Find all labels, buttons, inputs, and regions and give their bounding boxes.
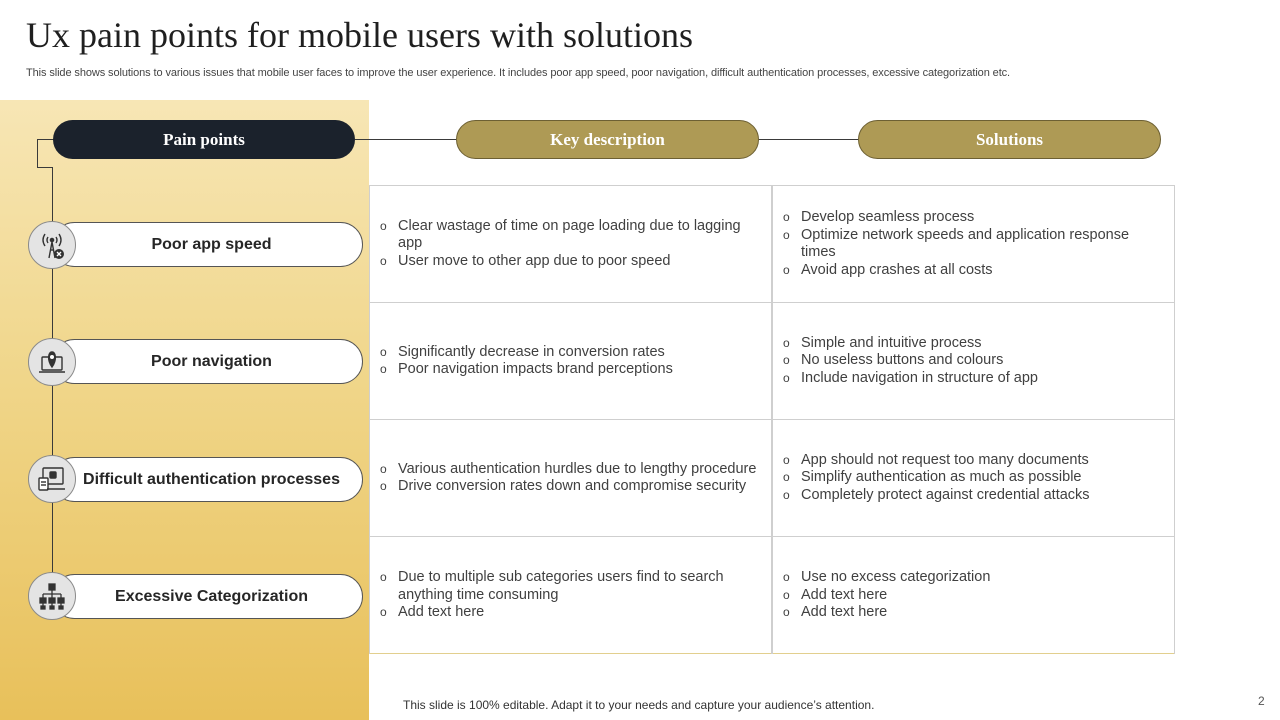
slide-title: Ux pain points for mobile users with solutions [26, 15, 693, 55]
list-item: o Poor navigation impacts brand perceptions [380, 361, 673, 379]
header-connector [355, 139, 456, 140]
description-list [380, 218, 761, 271]
solutions-list [783, 452, 1090, 505]
solutions-cell [772, 303, 1175, 420]
solutions-list [783, 335, 1038, 388]
list-item: o Significantly decrease in conversion rates [380, 344, 673, 362]
list-item: o App should not request too many documents [783, 452, 1090, 470]
list-item: o No useless buttons and colours [783, 352, 1038, 370]
list-item: o Use no excess categorization [783, 569, 990, 587]
list-item: o Develop seamless process [783, 209, 1164, 227]
list-item: o Completely protect against credential attacks [783, 487, 1090, 505]
elbow-connector [37, 139, 38, 167]
elbow-connector [37, 167, 53, 168]
list-item: o Simple and intuitive process [783, 335, 1038, 353]
hierarchy-icon [28, 572, 76, 620]
list-item: o Various authentication hurdles due to lengthy procedure [380, 461, 756, 479]
list-item: o Due to multiple sub categories users find to search anything time consuming [380, 569, 761, 604]
list-item: o Simplify authentication as much as possible [783, 469, 1090, 487]
solutions-cell [772, 186, 1175, 303]
header-connector [759, 139, 858, 140]
solutions-cell [772, 537, 1175, 654]
pain-point-difficult-authentication: Difficult authentication processes [52, 457, 363, 502]
list-item: o Include navigation in structure of app [783, 370, 1038, 388]
description-cell [369, 186, 772, 303]
description-cell [369, 537, 772, 654]
slide-subtitle: This slide shows solutions to various issues that mobile user faces to improve the user experience. It includes poor app speed, poor navigation, difficult authentication processes, excessive categorization etc. [26, 67, 1011, 79]
description-cell [369, 303, 772, 420]
content-grid [369, 185, 1175, 654]
elbow-connector [37, 139, 54, 140]
pain-point-poor-app-speed: Poor app speed [52, 222, 363, 267]
header-key-description: Key description [456, 120, 759, 159]
solutions-list [783, 209, 1164, 279]
gps-laptop-icon [28, 338, 76, 386]
list-item: o User move to other app due to poor speed [380, 253, 761, 271]
description-list [380, 344, 673, 379]
header-pain-points: Pain points [53, 120, 355, 159]
side-panel [0, 100, 369, 720]
solutions-list [783, 569, 990, 622]
description-list [380, 569, 761, 622]
pain-point-poor-navigation: Poor navigation [52, 339, 363, 384]
description-cell [369, 420, 772, 537]
description-list [380, 461, 756, 496]
list-item: o Drive conversion rates down and compromise security [380, 478, 756, 496]
list-item: o Add text here [783, 604, 990, 622]
signal-tower-error-icon [28, 221, 76, 269]
list-item: o Optimize network speeds and application response times [783, 227, 1164, 262]
page-number: 2 [1258, 694, 1265, 708]
list-item: o Add text here [380, 604, 761, 622]
list-item: o Avoid app crashes at all costs [783, 262, 1164, 280]
header-solutions: Solutions [858, 120, 1161, 159]
authentication-screen-icon [28, 455, 76, 503]
solutions-cell [772, 420, 1175, 537]
slide-footer: This slide is 100% editable. Adapt it to your needs and capture your audience’s attention. [403, 698, 875, 712]
list-item: o Add text here [783, 587, 990, 605]
list-item: o Clear wastage of time on page loading due to lagging app [380, 218, 761, 253]
pain-point-excessive-categorization: Excessive Categorization [52, 574, 363, 619]
